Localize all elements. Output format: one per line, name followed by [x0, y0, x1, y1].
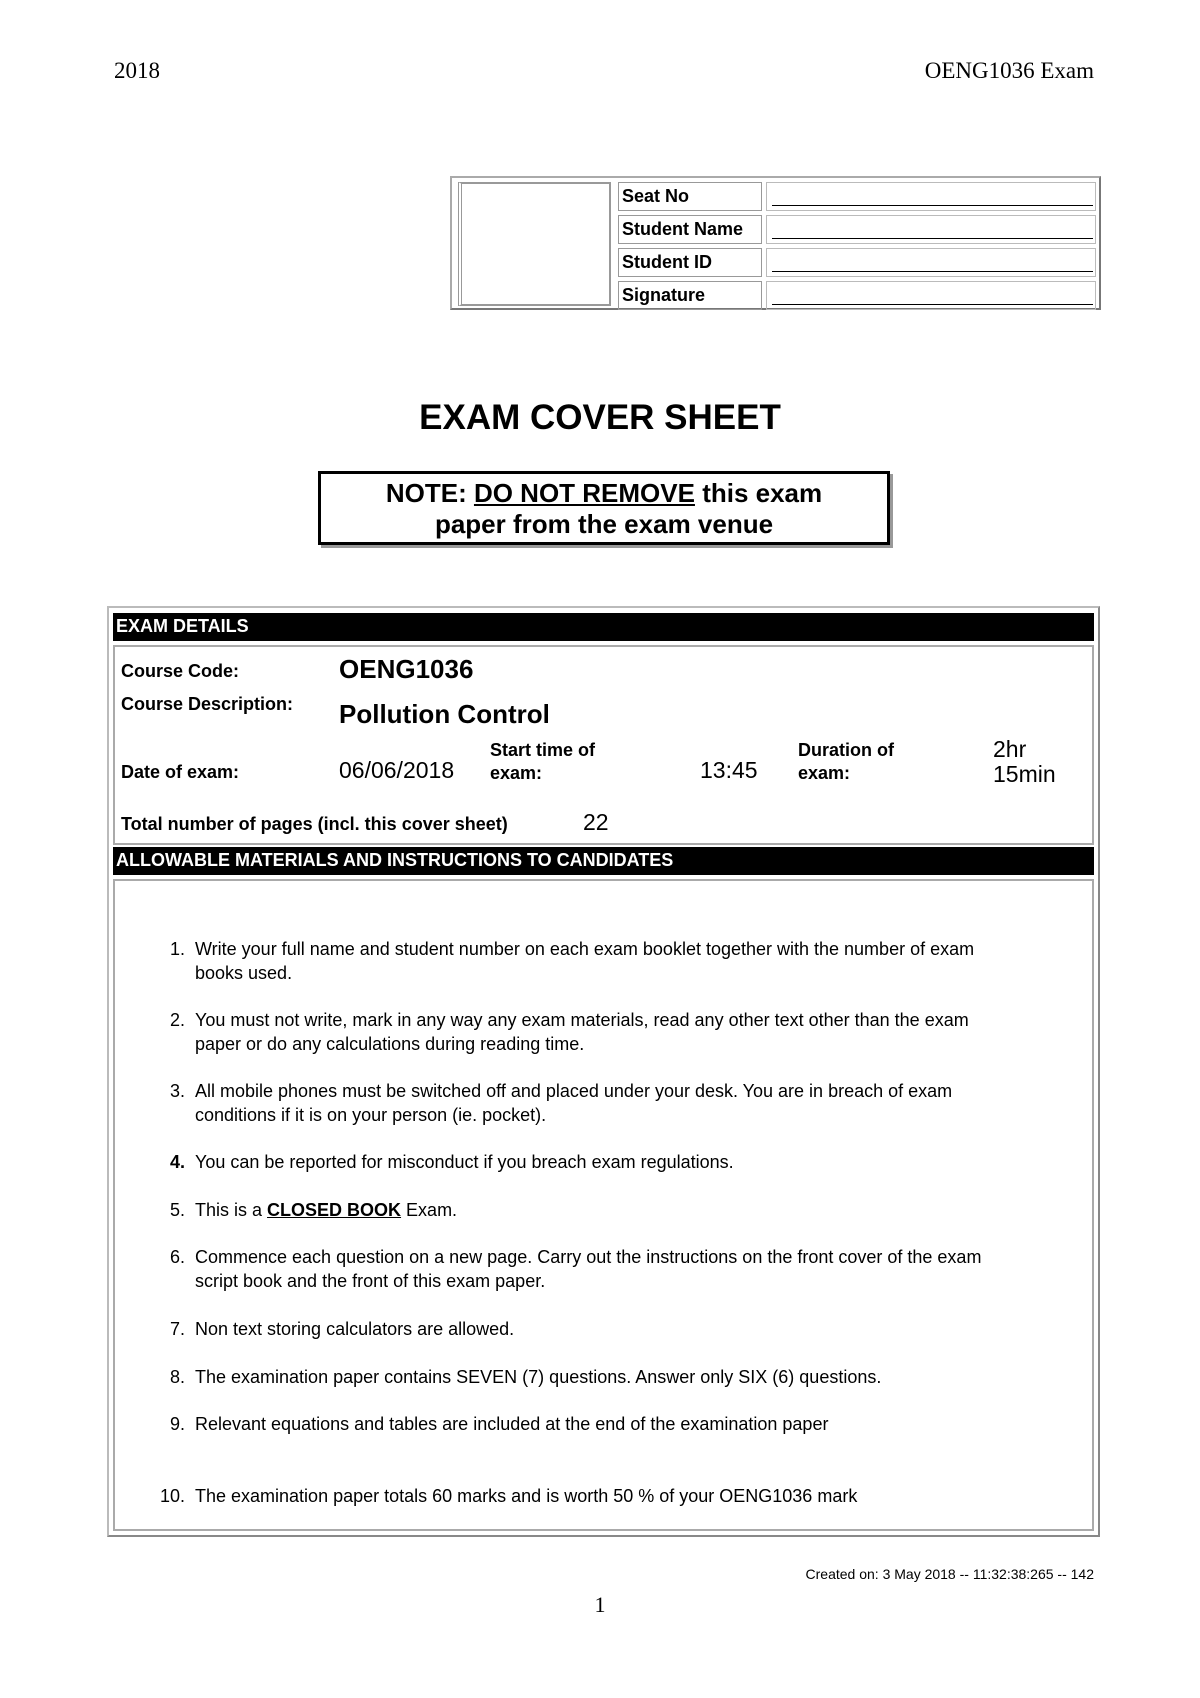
- duration-label-1: Duration of: [798, 740, 894, 760]
- closed-book-emphasis: CLOSED BOOK: [267, 1200, 402, 1220]
- course-code-value: OENG1036: [339, 654, 474, 684]
- exam-details-panel: [113, 645, 1094, 845]
- course-code-label: Course Code:: [121, 661, 240, 681]
- instruction-text: This is a: [195, 1200, 268, 1220]
- note-line-2: paper from the exam venue: [434, 509, 774, 539]
- instruction-text: Non text storing calculators are allowed.: [195, 1319, 515, 1339]
- course-description-value: Pollution Control: [339, 699, 550, 729]
- student-id-field[interactable]: [766, 248, 1096, 277]
- note-prefix: NOTE:: [385, 478, 474, 508]
- duration-value-2: 15min: [993, 761, 1056, 787]
- instruction-number: 5.: [169, 1200, 185, 1220]
- student-name-row: [618, 215, 1093, 244]
- signature-row: [618, 281, 1093, 310]
- student-id-row: [618, 248, 1093, 277]
- instruction-text: All mobile phones must be switched off and placed under your desk. You are in breach of exam: [195, 1081, 953, 1101]
- total-pages-label: Total number of pages (incl. this cover sheet): [121, 814, 508, 834]
- instruction-text-continued: paper or do any calculations during reading time.: [195, 1034, 585, 1054]
- instruction-text-suffix: Exam.: [401, 1200, 458, 1220]
- course-description-label: Course Description:: [121, 694, 294, 714]
- seat-no-row: [618, 182, 1093, 211]
- student-name-field[interactable]: [766, 215, 1096, 244]
- note-box: [318, 471, 890, 545]
- note-line1-suffix: this exam: [694, 478, 823, 508]
- instruction-text: You must not write, mark in any way any exam materials, read any other text other than the exam: [195, 1010, 969, 1030]
- exam-details-heading: EXAM DETAILS: [113, 613, 1094, 641]
- duration-value-1: 2hr: [993, 736, 1027, 762]
- instruction-number: 2.: [169, 1010, 185, 1030]
- instruction-text: The examination paper totals 60 marks and is worth 50 % of your OENG1036 mark: [195, 1486, 858, 1506]
- instruction-text: Relevant equations and tables are included at the end of the examination paper: [195, 1414, 829, 1434]
- start-time-label-1: Start time of: [490, 740, 596, 760]
- instructions-heading: ALLOWABLE MATERIALS AND INSTRUCTIONS TO CANDIDATES: [113, 847, 1094, 875]
- instruction-number: 1.: [169, 939, 185, 959]
- header-course-exam: OENG1036 Exam: [924, 58, 1094, 83]
- exam-details-section: [107, 606, 1100, 1537]
- instruction-text: The examination paper contains SEVEN (7) questions. Answer only SIX (6) questions.: [195, 1367, 882, 1387]
- date-label: Date of exam:: [121, 762, 240, 782]
- instruction-text: Write your full name and student number on each exam booklet together with the number of exam: [195, 939, 975, 959]
- instruction-text-continued: script book and the front of this exam paper.: [195, 1271, 546, 1291]
- instruction-number: 8.: [169, 1367, 185, 1387]
- instruction-text: You can be reported for misconduct if you breach exam regulations.: [195, 1152, 734, 1172]
- student-info-table: [450, 176, 1101, 310]
- page-title: EXAM COVER SHEET: [419, 398, 781, 437]
- instruction-number: 9.: [169, 1414, 185, 1434]
- student-info-blank-cell: [458, 182, 611, 306]
- instruction-text-continued: books used.: [195, 963, 293, 983]
- seat-no-label: Seat No: [618, 182, 762, 211]
- note-emphasis: DO NOT REMOVE: [473, 478, 695, 508]
- note-line-1: [321, 478, 887, 509]
- instruction-number: 4.: [169, 1152, 185, 1172]
- instruction-number: 10.: [159, 1486, 185, 1506]
- created-on-stamp: Created on: 3 May 2018 -- 11:32:38:265 -- 142: [805, 1566, 1094, 1582]
- instruction-text: Commence each question on a new page. Carry out the instructions on the front cover of the exam: [195, 1247, 982, 1267]
- header-year: 2018: [114, 58, 160, 83]
- instruction-number: 3.: [169, 1081, 185, 1101]
- instruction-number: 7.: [169, 1319, 185, 1339]
- student-name-label: Student Name: [618, 215, 762, 244]
- start-time-label-2: exam:: [490, 763, 543, 783]
- page-number: 1: [594, 1592, 606, 1617]
- total-pages-value: 22: [583, 809, 609, 835]
- date-value: 06/06/2018: [339, 757, 455, 783]
- instructions-panel: [113, 879, 1094, 1531]
- signature-label: Signature: [618, 281, 762, 310]
- student-id-label: Student ID: [618, 248, 762, 277]
- duration-label-2: exam:: [798, 763, 851, 783]
- seat-no-field[interactable]: [766, 182, 1096, 211]
- instruction-text-continued: conditions if it is on your person (ie. pocket).: [195, 1105, 547, 1125]
- signature-field[interactable]: [766, 281, 1096, 310]
- instruction-number: 6.: [169, 1247, 185, 1267]
- start-time-value: 13:45: [700, 757, 758, 783]
